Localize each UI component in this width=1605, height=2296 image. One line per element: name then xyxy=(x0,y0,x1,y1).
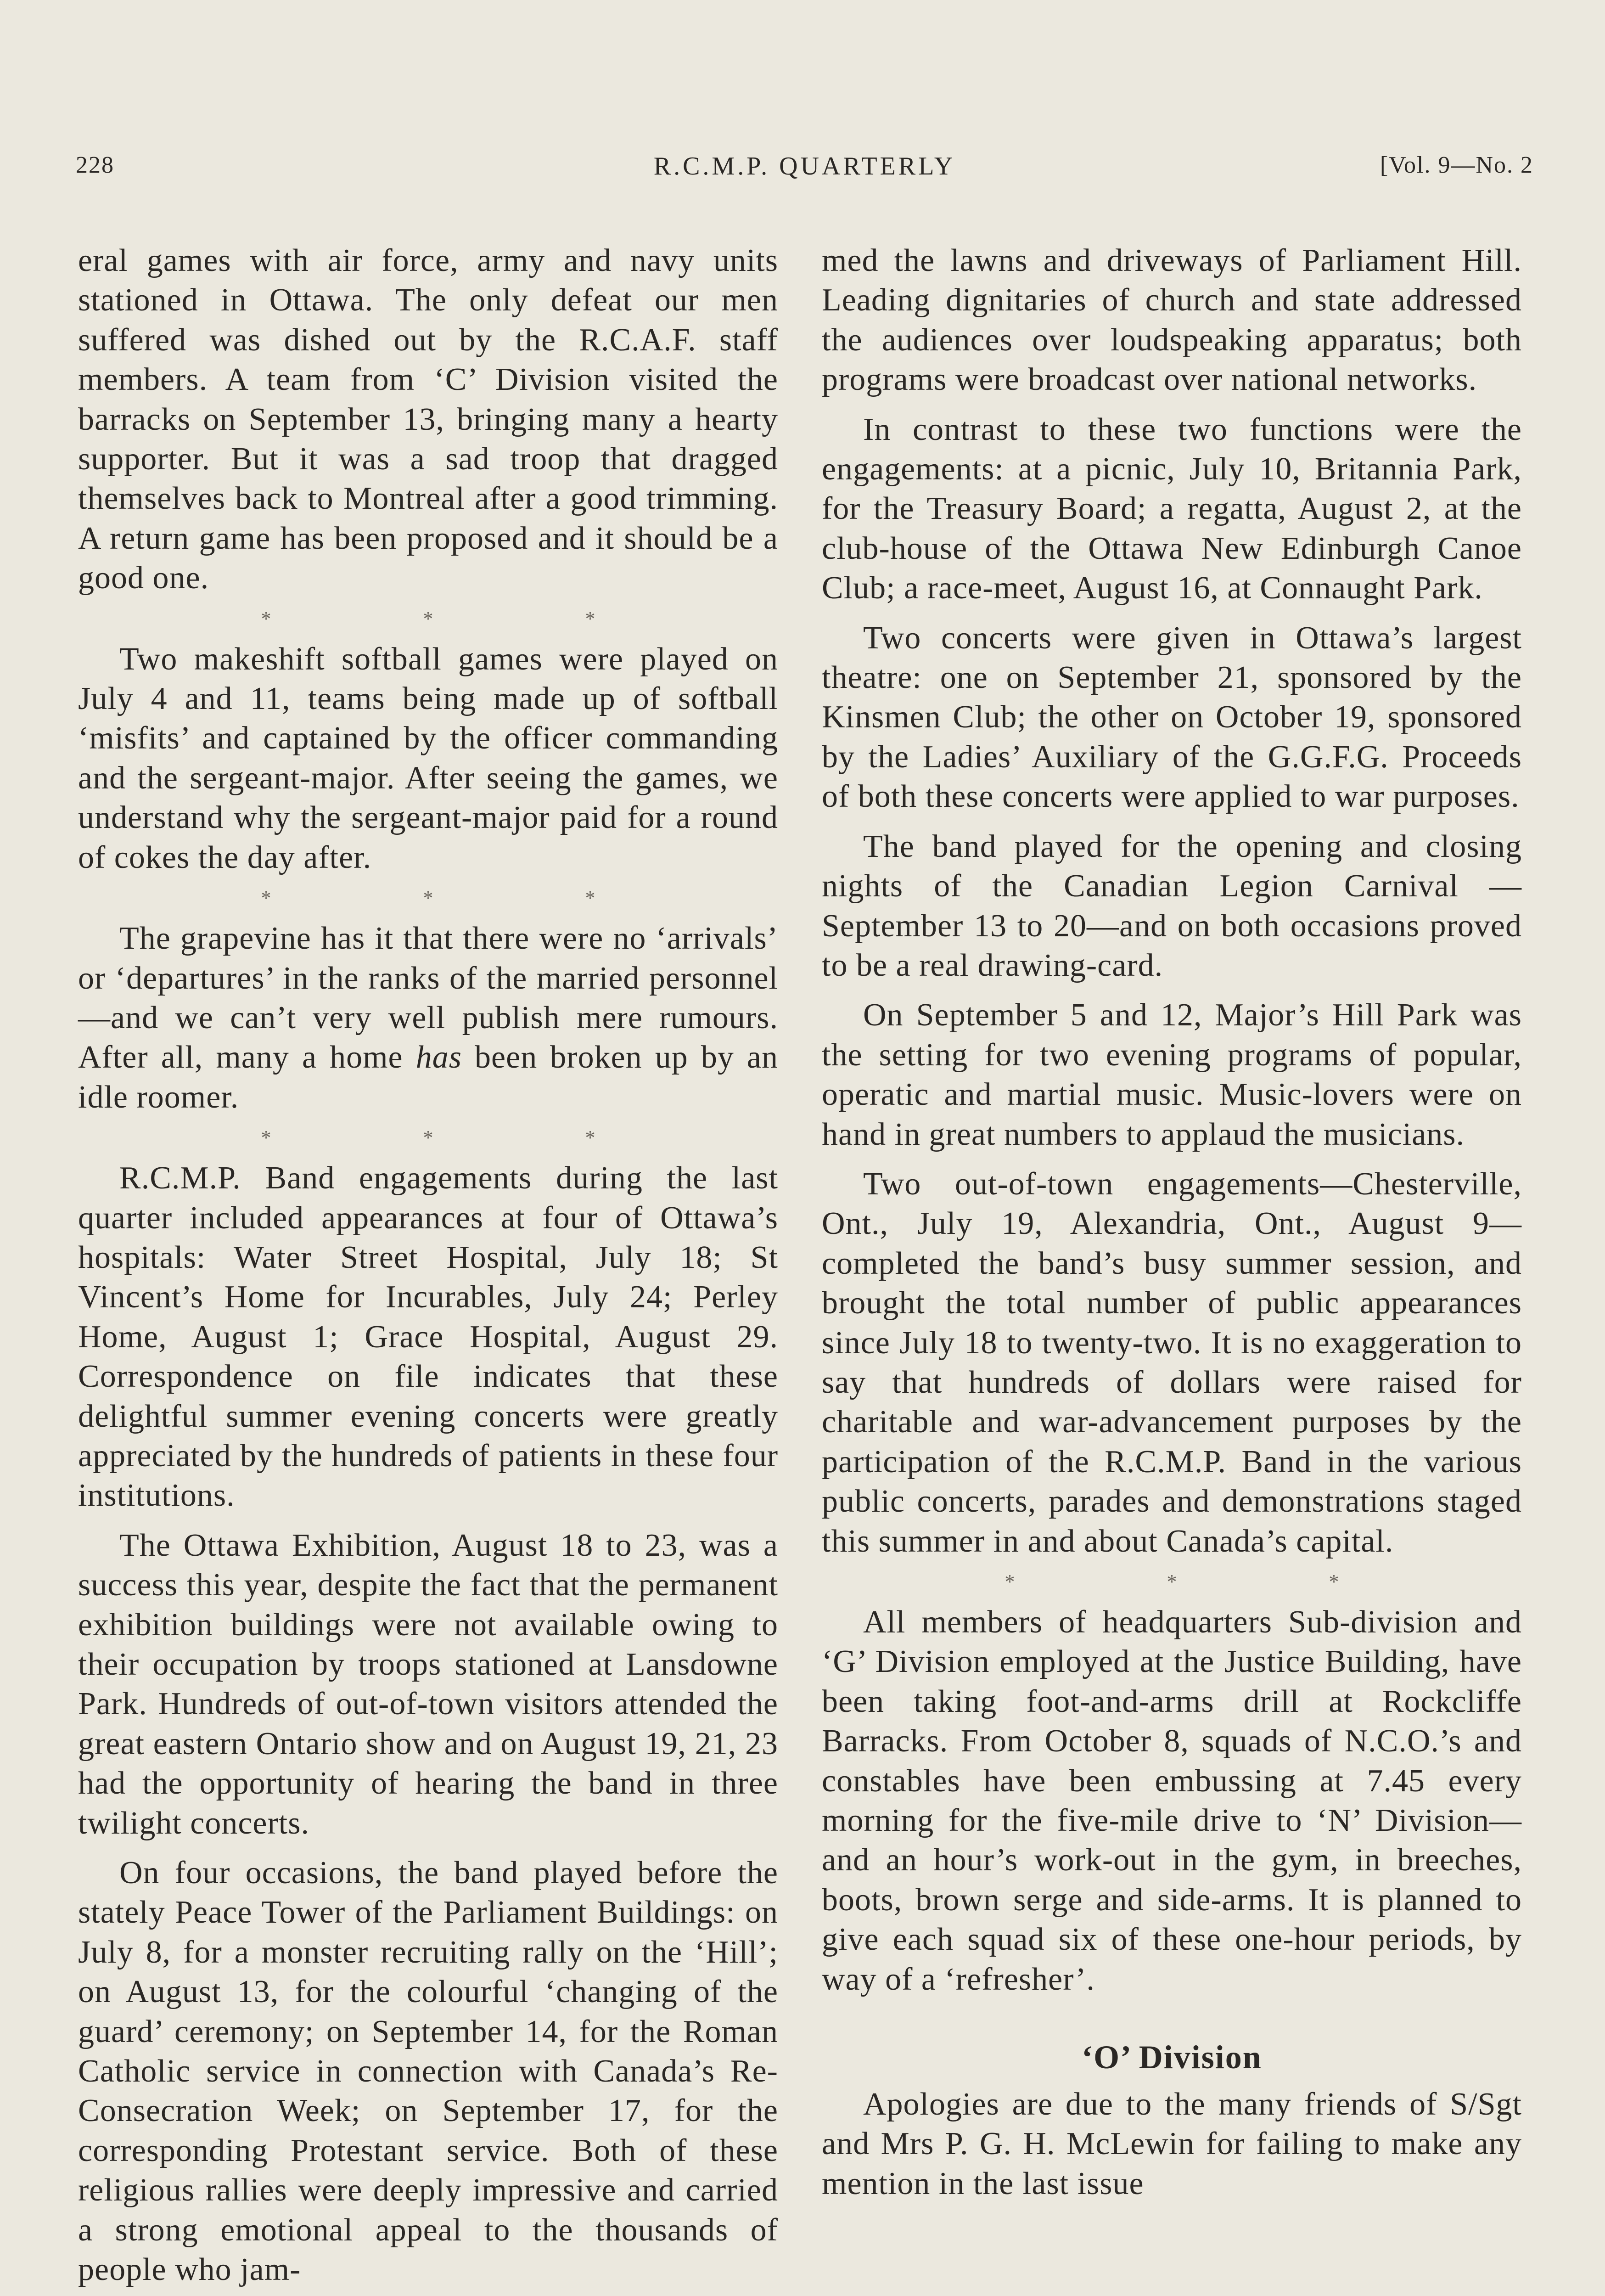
paragraph: Apologies are due to the many friends of S/Sgt and Mrs P. G. H. McLewin for failing to make any mention in the last issue xyxy=(822,2087,1522,2201)
paragraph-text: been broken up by an idle roomer. xyxy=(78,1040,779,1115)
spacer xyxy=(822,985,1522,996)
paragraph: On four occasions, the band played before the stately Peace Tower of the Parliament Buildings: on July 8, for a monster recruiting rally on the ‘Hill’; on August 13, for the colourful ‘changing of the guard’ ceremony; on September 14, for the Roman Catholic service in connection with Canada’s Re-Consecration Week; on September 17, for the corresponding Protestant service. Both of these religious rallies were deeply impressive and carried a strong emotional appeal to the thousands of people who jam- xyxy=(78,1855,778,2288)
spacer xyxy=(822,1154,1522,1165)
paragraph: The band played for the opening and closing nights of the Canadian Legion Carnival —September 13 to 20—and on both occasions proved to be a real drawing-card. xyxy=(822,828,1522,983)
section-separator: * * * xyxy=(261,607,669,630)
paragraph: Two makeshift softball games were played on July 4 and 11, teams being made up of softball ‘misfits’ and captained by the officer commanding and the sergeant-major. After seeing the games, we understand why the sergeant-major paid for a round of cokes the day after. xyxy=(78,641,778,875)
spacer xyxy=(78,1843,778,1853)
paragraph: On September 5 and 12, Major’s Hill Park was the setting for two evening programs of popular, operatic and martial music. Music-lovers were on hand in great numbers to applaud the musicians. xyxy=(822,997,1522,1152)
emphasized-word: has xyxy=(415,1040,462,1075)
section-separator: * * * xyxy=(261,1126,669,1149)
paragraph: In contrast to these two functions were the engagements: at a picnic, July 10, Britannia Park, for the Treasury Board; a regatta, August 2, at the club-house of the Ottawa New Edinburgh Canoe Club; a race-meet, August 16, at Connaught Park. xyxy=(822,411,1522,606)
running-title: R.C.M.P. QUARTERLY xyxy=(653,152,956,180)
page-number: 228 xyxy=(76,152,114,178)
paragraph: Two out-of-town engagements—Chesterville, Ont., July 19, Alexandria, Ont., August 9—completed the band’s busy summer session, and brought the total number of public appearances since July 18 to twenty-two. It is no exaggeration to say that hundreds of dollars were raised for charitable and war-advancement purposes by the participation of the R.C.M.P. Band in the various public concerts, parades and demonstrations staged this summer in and about Canada’s capital. xyxy=(822,1166,1522,1559)
spacer xyxy=(822,608,1522,619)
spacer xyxy=(822,817,1522,827)
right-column xyxy=(822,241,1522,2204)
paragraph: All members of headquarters Sub-division and ‘G’ Division employed at the Justice Building, have been taking foot-and-arms drill at Rockcliffe Barracks. From October 8, squads of N.C.O.’s and constables have been embussing at 7.45 every morning for the five-mile drive to ‘N’ Division—and an hour’s work-out in the gym, in breeches, boots, brown serge and side-arms. It is planned to give each squad six of these one-hour periods, by way of a ‘refresher’. xyxy=(822,1604,1522,1997)
paragraph: The Ottawa Exhibition, August 18 to 23, was a success this year, despite the fact that the permanent exhibition buildings were not available owing to their occupation by troops stationed at Lansdowne Park. Hundreds of out-of-town visitors attended the great eastern Ontario show and on August 19, 21, 23 had the opportunity of hearing the band in three twilight concerts. xyxy=(78,1527,778,1841)
section-separator: * * * xyxy=(261,887,669,910)
spacer xyxy=(822,400,1522,410)
paragraph: eral games with air force, army and navy units stationed in Ottawa. The only defeat our men suffered was dished out by the R.C.A.F. staff members. A team from ‘C’ Division visited the barracks on September 13, bringing many a hearty supporter. But it was a sad troop that dragged themselves back to Montreal after a good trimming. A return game has been proposed and it should be a good one. xyxy=(78,243,778,596)
paragraph: med the lawns and driveways of Parliament Hill. Leading dignitaries of church and state addressed the audiences over loudspeaking apparatus; both programs were broadcast over national networks. xyxy=(822,243,1522,398)
left-column xyxy=(78,241,778,2290)
paragraph: Two concerts were given in Ottawa’s largest theatre: one on September 21, sponsored by the Kinsmen Club; the other on October 19, sponsored by the Ladies’ Auxiliary of the G.G.F.G. Proceeds of both these concerts were applied to war purposes. xyxy=(822,620,1522,815)
paragraph xyxy=(78,919,778,1117)
section-separator: * * * xyxy=(1005,1570,1413,1593)
page-header xyxy=(76,152,1533,188)
paragraph-text: The grapevine has it that there were no ‘arrivals’ or ‘departures’ in the ranks of the married personnel—and we can’t very well publish mere rumours. After all, many a home xyxy=(78,921,778,1075)
spacer xyxy=(78,1516,778,1526)
volume-label: [Vol. 9—No. 2 xyxy=(1380,152,1533,178)
spacer xyxy=(822,1999,1522,2030)
paragraph: R.C.M.P. Band engagements during the last quarter included appearances at four of Ottawa’s hospitals: Water Street Hospital, July 18; St Vincent’s Home for Incurables, July 24; Perley Home, August 1; Grace Hospital, August 29. Correspondence on file indicates that these delightful summer evening concerts were greatly appreciated by the hundreds of patients in these four institutions. xyxy=(78,1160,778,1514)
section-heading: ‘O’ Division xyxy=(1082,2039,1262,2076)
